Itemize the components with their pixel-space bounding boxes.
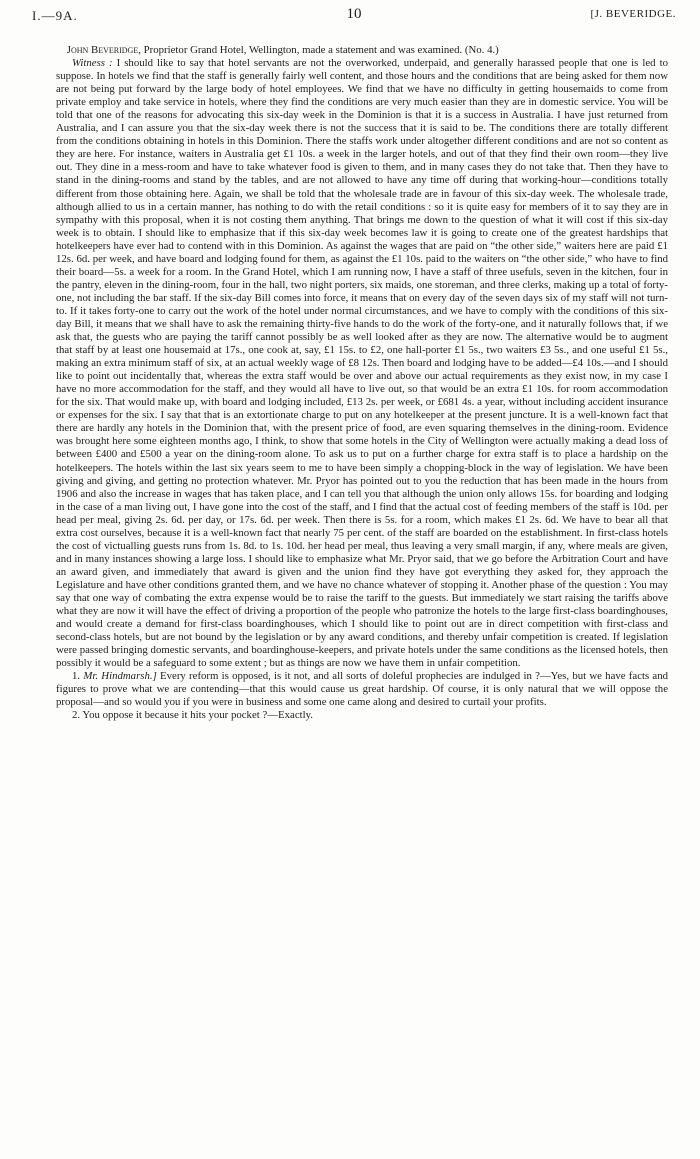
paper-reference: I.—9A. bbox=[32, 8, 78, 23]
questioner: Mr. Hindmarsh.] bbox=[83, 670, 157, 683]
page-number: 10 bbox=[346, 6, 362, 22]
question-2 bbox=[56, 709, 668, 722]
statement-text: I should like to say that hotel servants are not the overworked, underpaid, and generally harassed people that one is led to suppose. In hotels we find that the staff is generally fairly well content, and those hours and the conditions that are being asked for them now are not being put forward by the large body of hotel employees. We find that we have no difficulty in getting housemaids to come from private employ and take service in hotels, where they find the conditions are very much easier than they are in domestic service. You will be told that one of the reasons for advocating this six-day week in the Dominion is that it is a success in Australia. I have just returned from Australia, and I can assure you that the six-day week there is not the success that it is said to be. The conditions there are totally different from the conditions obtaining in hotels in this Dominion. There the staffs work under altogether different conditions and are not so content as they are here. For instance, waiters in Australia get £1 10s. a week in the larger hotels, and out of that they find their own room—they live out. They dine in a mess-room and have to take whatever food is given to them, and in many cases they do not take that. Then they have to stand in the dining-rooms and stand by the tables, and are not allowed to have any time off during that working-hour—conditions totally different from those obtaining here. Again, we shall be told that the wholesale trade are in favour of this six-day week. The wholesale trade, although allied to us in a certain manner, has nothing to do with the retail conditions : so it is quite easy for members of it to say they are in sympathy with this proposal, when it is not costing them anything. That brings me down to the question of what it will cost if this six-day week is to obtain. I should like to emphasize that if this six-day week becomes law it is going to create one of the greatest hardships that hotelkeepers have ever had to contend with in this Dominion. As against the wages that are paid on “the other side,” waiters here are paid £1 12s. 6d. per week, and have board and lodging found for them, as against the £1 10s. paid to the waiters on “the other side,” who have to find their board—5s. a week for a room. In the Grand Hotel, which I am running now, I have a staff of three usefuls, seven in the kitchen, four in the pantry, eleven in the dining-room, four in the hall, two night porters, six maids, one storeman, and three clerks, making up a total of forty-one, not including the bar staff. If the six-day Bill comes into force, it means that on every day of the seven days six of my staff will not turn-to. If it takes forty-one to carry out the work of the hotel under normal circumstances, and we have to comply with the conditions of this six-day Bill, it means that we shall have to ask the remaining thirty-five hands to do the work of the forty-one, and it naturally follows that, if we ask that, the guests who are paying the tariff cannot possibly be as well looked after as they are now. The alternative would be to augment that staff by at least one housemaid at 17s., one cook at, say, £1 15s. to £2, one hall-porter £1 5s., two waiters £3 5s., and one useful £1 5s., making an extra minimum staff of six, at an actual weekly wage of £8 12s. Then board and lodging have to be added—£4 10s.—and I should like to point out incidentally that, whereas the extra staff would be over and above our actual requirements as they exist now, in my case I have no more accommodation for the staff, and they would all have to live out, so that would be an extra £1 10s. for room accommodation for the six. That would make up, with board and lodging included, £13 2s. per week, or £681 4s. a year, without including accident insurance or expenses for the six. I say that that is an extortionate charge to put on any hotelkeeper at the present juncture. It is a well-known fact that there are hardly any hotels in the Dominion that, with the present price of food, are even squaring themselves in the dining-room. Evidence was brought here some eighteen months ago, I think, to show that some hotels in the City of Wellington were actually making a dead loss of between £400 and £500 a year on the dining-room alone. To ask us to put on a further charge for extra staff is to place a hardship on the hotelkeepers. The hotels within the last six years seem to me to have been simply a chopping-block in the way of legislation. We have been giving and giving, and getting no protection whatever. Mr. Pryor has pointed out to you the reduction that has been made in the hours from 1906 and also the increase in wages that has taken place, and I can tell you that although the union only allows 15s. for boarding and lodging in the case of a man living out, I have gone into the cost of the staff, and I find that the actual cost of feeding members of the staff is 10d. per head per meal, giving 2s. 6d. per day, or 17s. 6d. per week. Then there is 5s. for a room, which makes £1 2s. 6d. We have to bear all that extra cost ourselves, because it is a well-known fact that nearly 75 per cent. of the staff are boarded on the establishment. In first-class hotels the cost of victualling guests runs from 1s. 8d. to 1s. 10d. her head per meal, thus leaving a very small margin, if any, where meals are given, and in many instances showing a large loss. I should like to emphasize what Mr. Pryor said, that we go before the Arbitration Court and have an award given, and immediately that award is given and the union find they have got everything they asked for, they approach the Legislature and have other conditions granted them, and we have no chance whatever of stopping it. Another phase of the question : You may say that one way of combating the extra expense would be to raise the tariff to the guests. But immediately we start raising the tariffs above what they are now it will have the effect of driving a proportion of the people who patronize the hotels to the large first-class boardinghouses, and would create a demand for first-class boardinghouses, which I should like to point out are in direct competition with first-class and second-class hotels, but are not bound by the legislation or by any award conditions, and thereby unfair competition is created. If legislation were passed bringing domestic servants, and boardinghouse-keepers, and private hotels under the same conditions as the licensed hotels, then possibly it would be a safeguard to some extent ; but as things are now we have them in unfair competition. bbox=[56, 57, 668, 670]
witness-label: Witness : bbox=[72, 57, 113, 70]
intro-text: , Proprietor Grand Hotel, Wellington, made a statement and was examined. (No. 4.) bbox=[138, 44, 499, 56]
question-number: 1. bbox=[72, 670, 81, 683]
witness-name: John Beveridge bbox=[66, 44, 139, 56]
question-number: 2. bbox=[72, 709, 81, 722]
question-1 bbox=[56, 670, 668, 709]
question-text: Every reform is opposed, is it not, and all sorts of doleful prophecies are indulged in ?—Yes, but we have facts and figures to prove what we are contending—that this would cause us great hardship. Of course, it is only natural that we will oppose the proposal—and so would you if you were in business and some one came along and desired to curtail your profits. bbox=[56, 670, 669, 709]
document-body bbox=[56, 44, 668, 722]
witness-intro bbox=[56, 44, 668, 57]
running-head bbox=[32, 6, 676, 30]
witness-statement bbox=[56, 57, 668, 670]
witness-running-name: [J. BEVERIDGE. bbox=[590, 8, 676, 20]
question-text: You oppose it because it hits your pocket ?—Exactly. bbox=[80, 709, 314, 722]
